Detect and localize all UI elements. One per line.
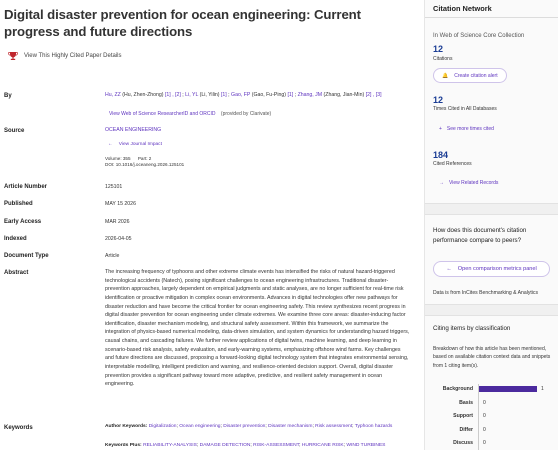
keyword-separator: ; [299, 443, 302, 448]
section-separator [425, 304, 558, 316]
incites-note: Data is from InCites Benchmarking & Analytics [433, 290, 539, 296]
create-alert-label: Create citation alert [454, 72, 498, 79]
category-label: Differ [459, 426, 473, 433]
affiliation-refs[interactable]: [1] [287, 92, 294, 98]
keywords-plus-link[interactable]: RISK-ASSESSMENT [253, 443, 300, 448]
document-type-label: Document Type [4, 253, 49, 259]
keywords-label: Keywords [4, 425, 33, 431]
source-label: Source [4, 128, 25, 134]
plus-icon: + [439, 126, 442, 132]
author-keyword-link[interactable]: Disaster prevention [223, 424, 266, 429]
keyword-separator: ; [176, 424, 180, 429]
doi[interactable]: DOI: 10.1016/j.oceaneng.2026.125101 [105, 162, 185, 168]
citations-count[interactable]: 12 [433, 44, 444, 54]
published-date: MAY 15 2026 [105, 201, 136, 207]
author-separator: ; [226, 92, 232, 98]
arrow-left-icon: ← [108, 142, 113, 147]
author-keywords-label: Author Keywords: [105, 424, 148, 429]
author-keyword-link[interactable]: Ocean engineering [179, 424, 221, 429]
highly-cited-row[interactable] [8, 51, 122, 61]
author-full-name: (Gao, Fu-Ping) [250, 92, 288, 98]
author-link[interactable]: Gao, FP [231, 92, 251, 98]
volume: Volume: 355 [105, 156, 131, 161]
affiliation-refs[interactable]: [1] [220, 92, 227, 98]
category-value: 0 [483, 413, 486, 419]
abstract-label: Abstract [4, 270, 29, 276]
compare-question: How does this document's citation performance compare to peers? [433, 227, 527, 244]
arrow-right-icon: → [439, 180, 444, 186]
section-separator [425, 203, 558, 215]
part: Part: 2 [137, 156, 152, 161]
keywords-plus [105, 443, 420, 448]
author-full-name: (Hu, Zhen-Zhong) [120, 92, 165, 98]
citations-label: Citations [433, 56, 453, 62]
source-journal-link[interactable]: OCEAN ENGINEERING [105, 127, 162, 133]
category-label: Support [453, 413, 473, 419]
abstract-text: The increasing frequency of typhoons and other extreme climate events has intensified the risks of natural hazard-triggered technological accidents (Natech), posing significant challenges to ocean engineering infrastructures. Traditional disaster-prevention approaches, largely dependent on empirical judgments and static analyses, are no longer sufficient for real-time risk identification or proactive mitigation in complex ocean environments. Advances in digital technologies offer new pathways for disaster reduction and have become the critical frontier for ocean engineering safety. This review synthesizes recent progress in digital disaster prevention for ocean engineering under climate extremes. We examine three core areas: disaster-inducing factor identification, disaster mechanism modeling, and structural safety assessment. Within this framework, we summarize the integration of physics-based numerical modeling, data-driven simulation, and system dynamics for understanding hazard triggers, causal chains, and cascading failures. We further review applications of digital twins, machine learning, and deep learning in scenario-based risk analysis, safety evaluation, and early-warning systems, emphasizing offshore wind farms. Key challenges and future directions are discussed, proposing a forward-looking digital technology system that integrates environmental sensing, interpretable modelling, intelligent prediction and warning, and resilience-oriented decision support. Overall, digital disaster prevention provides a significant pathway toward more adaptive, predictive, and resilient safety management in ocean engineering. [105, 269, 410, 388]
citing-items-description: Breakdown of how this article has been mentioned, based on available citation context data and snippets from 1 citing item(s). [433, 346, 551, 369]
times-cited-label: Times Cited in All Databases [433, 106, 497, 112]
indexed-label: Indexed [4, 236, 27, 242]
category-label: Discuss [453, 440, 473, 446]
keyword-separator: ; [265, 424, 269, 429]
journal-impact-link[interactable] [108, 142, 162, 147]
compare-button-label: Open comparison metrics panel [457, 266, 537, 272]
keywords-plus-link[interactable]: RELIABILITY-ANALYSIS [143, 443, 197, 448]
category-label: Background [442, 386, 473, 392]
category-value: 0 [483, 426, 486, 433]
see-more-times-cited-link[interactable] [439, 126, 494, 132]
published-label: Published [4, 201, 33, 207]
panel-title: Citation Network [433, 4, 492, 13]
early-access-label: Early Access [4, 219, 42, 225]
arrow-left-icon: ← [446, 266, 452, 272]
author-list [105, 92, 382, 99]
author-keyword-link[interactable]: Disaster mechanism [268, 424, 313, 429]
category-value: 1 [541, 386, 544, 392]
provided-by-note: (provided by Clarivate) [220, 111, 272, 117]
keywords-plus-link[interactable]: HURRICANE RISK [301, 443, 344, 448]
keywords-plus-link[interactable]: DAMAGE DETECTION [199, 443, 251, 448]
article-number-label: Article Number [4, 184, 48, 190]
view-related-records-link[interactable] [439, 180, 498, 186]
keyword-separator: ; [352, 424, 355, 429]
keyword-separator: ; [196, 443, 200, 448]
author-link[interactable]: Zhang, JM [297, 92, 323, 98]
chart-axis [478, 384, 479, 450]
author-link[interactable]: Hu, ZZ [105, 92, 121, 98]
trophy-icon [8, 51, 18, 61]
researcher-id-row [109, 111, 271, 117]
keywords-plus-link[interactable]: WIND TURBINES [346, 443, 386, 448]
keyword-separator: ; [312, 424, 316, 429]
citing-items-title: Citing items by classification [433, 325, 511, 332]
early-access-date: MAR 2026 [105, 219, 130, 225]
author-link[interactable]: Li, YL [185, 92, 199, 98]
category-value: 0 [483, 399, 486, 406]
author-separator: ; [293, 92, 298, 98]
wos-collection-label: In Web of Science Core Collection [433, 33, 525, 39]
volume-info [105, 156, 184, 169]
times-cited-count[interactable]: 12 [433, 95, 444, 105]
article-number: 125101 [105, 184, 123, 190]
see-more-label: See more times cited [446, 126, 494, 132]
open-comparison-metrics-button[interactable] [433, 261, 550, 277]
category-bar[interactable] [479, 386, 537, 392]
author-full-name: (Li, Yilin) [198, 92, 221, 98]
author-full-name: (Zhang, Jian-Min) [322, 92, 366, 98]
keyword-separator: ; [220, 424, 224, 429]
bell-icon: 🔔 [442, 72, 449, 79]
create-citation-alert-button[interactable] [433, 68, 507, 83]
affiliation-refs[interactable]: [2] , [3] [365, 92, 382, 98]
affiliation-refs[interactable]: [1] , [2] [164, 92, 181, 98]
view-related-label: View Related Records [449, 180, 499, 186]
category-value: 0 [483, 440, 486, 446]
keywords-plus-list [143, 443, 385, 448]
keyword-separator: ; [343, 443, 347, 448]
panel-title-divider [425, 17, 558, 18]
highly-cited-link[interactable]: View This Highly Cited Paper Details [24, 53, 122, 59]
category-label: Basis [459, 399, 473, 406]
journal-impact-label: View Journal Impact [118, 142, 162, 147]
indexed-date: 2026-04-05 [105, 236, 132, 242]
cited-references-count[interactable]: 184 [433, 150, 449, 160]
citation-network-panel [425, 0, 558, 450]
author-keyword-link[interactable]: Risk assessment [315, 424, 353, 429]
keyword-separator: ; [250, 443, 254, 448]
document-type: Article [105, 253, 120, 259]
author-keyword-link[interactable]: Typhoon hazards [354, 424, 393, 429]
author-keyword-link[interactable]: Digitalization [148, 424, 177, 429]
researcher-id-link[interactable]: View Web of Science ResearcherID and ORCID [109, 111, 216, 117]
article-title: Digital disaster prevention for ocean engineering: Current progress and future directions [4, 7, 361, 39]
by-label: By [4, 93, 12, 99]
cited-references-label: Cited References [433, 161, 472, 167]
author-keyword-list [149, 424, 393, 429]
keywords-plus-label: Keywords Plus: [105, 443, 142, 448]
classification-chart [425, 384, 558, 450]
author-keywords [105, 424, 410, 431]
author-separator: ; [180, 92, 186, 98]
